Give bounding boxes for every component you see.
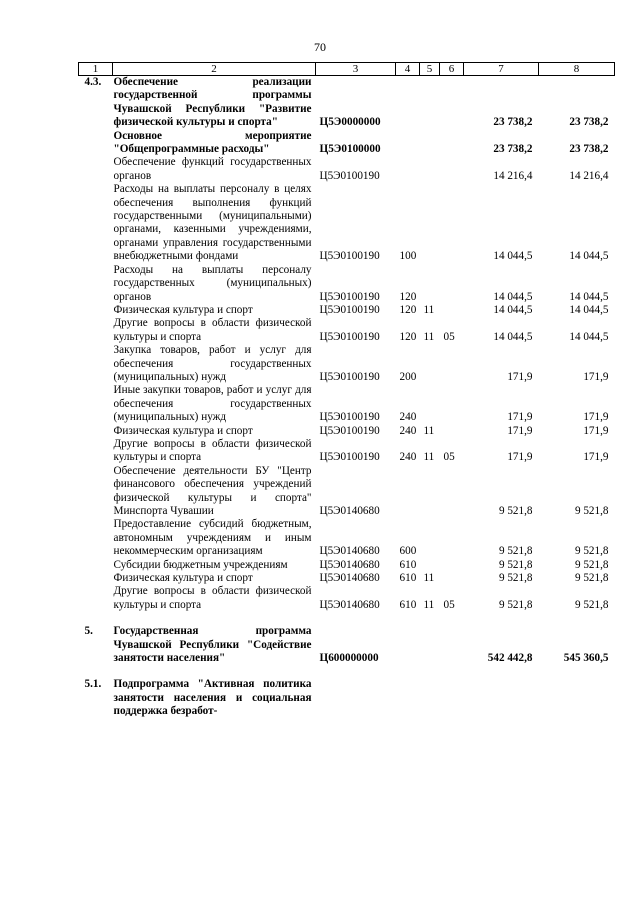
amount-year-1: 171,9 xyxy=(507,411,533,424)
section-code: 11 xyxy=(423,424,435,437)
target-article-code: Ц5Э0100190 xyxy=(319,451,380,464)
table-row xyxy=(79,438,615,465)
amount-year-2: 171,9 xyxy=(583,370,609,383)
table-row xyxy=(79,317,615,344)
row-number xyxy=(79,572,113,585)
expense-type-code: 120 xyxy=(399,303,417,316)
section-code xyxy=(420,344,440,384)
expense-type-code: 120 xyxy=(399,290,417,303)
amount-year-2: 545 360,5 xyxy=(563,652,609,665)
row-name: Основное мероприятие "Общепрограммные расходы" xyxy=(113,129,312,156)
expense-type-code: 610 xyxy=(399,598,417,611)
column-header-8: 8 xyxy=(539,63,615,76)
section-code: 11 xyxy=(423,330,435,343)
subsection-code xyxy=(440,572,464,585)
page-number: 70 xyxy=(314,40,326,54)
amount-year-2: 14 044,5 xyxy=(569,290,609,303)
table-row xyxy=(79,559,615,572)
expense-type-code: 610 xyxy=(399,558,417,571)
table-row xyxy=(79,156,615,183)
row-name: Другие вопросы в области физической культуры и спорта xyxy=(113,317,312,343)
expense-type-code: 240 xyxy=(399,451,417,464)
table-row xyxy=(79,518,615,558)
section-code: 11 xyxy=(423,451,435,464)
amount-year-2: 9 521,8 xyxy=(574,558,609,571)
amount-year-1: 9 521,8 xyxy=(498,598,533,611)
row-number xyxy=(79,344,113,384)
subsection-code xyxy=(440,425,464,438)
amount-year-2: 14 044,5 xyxy=(569,250,609,263)
table-row xyxy=(79,183,615,263)
row-number: 4.3. xyxy=(84,76,102,88)
row-name: Субсидии бюджетным учреждениям xyxy=(113,558,288,571)
target-article-code: Ц5Э0100190 xyxy=(319,169,380,182)
row-number xyxy=(79,130,113,157)
amount-year-2: 171,9 xyxy=(583,451,609,464)
expense-type-code: 600 xyxy=(399,545,417,558)
subsection-code: 05 xyxy=(443,598,455,611)
subsection-code xyxy=(440,559,464,572)
amount-year-1: 23 738,2 xyxy=(493,143,533,156)
target-article-code: Ц5Э0140680 xyxy=(319,558,380,571)
table-row xyxy=(79,585,615,612)
table-row xyxy=(79,384,615,424)
table-row xyxy=(79,625,615,665)
expense-type-code: 200 xyxy=(399,370,417,383)
expense-type-code xyxy=(396,678,420,718)
table-row xyxy=(79,465,615,519)
section-code: 11 xyxy=(423,572,435,585)
table-row xyxy=(79,678,615,718)
row-name: Расходы на выплаты персоналу государственных (муниципальных) органов xyxy=(113,263,312,303)
subsection-code xyxy=(440,625,464,665)
target-article-code xyxy=(316,678,396,718)
row-number xyxy=(79,304,113,317)
subsection-code xyxy=(440,304,464,317)
expense-type-code xyxy=(396,76,420,130)
budget-table xyxy=(78,62,615,719)
section-code: 11 xyxy=(423,598,435,611)
expense-type-code xyxy=(396,625,420,665)
row-name: Обеспечение реализации государственной программы Чувашской Республики "Развитие физической культуры и спорта" xyxy=(113,76,312,129)
subsection-code xyxy=(440,678,464,718)
amount-year-1 xyxy=(464,678,539,718)
amount-year-2: 23 738,2 xyxy=(569,143,609,156)
subsection-code xyxy=(440,156,464,183)
subsection-code xyxy=(440,183,464,263)
row-name: Другие вопросы в области физической культуры и спорта xyxy=(113,585,312,611)
target-article-code: Ц5Э0100190 xyxy=(319,330,380,343)
subsection-code xyxy=(440,130,464,157)
row-number: 5. xyxy=(84,625,93,638)
section-code xyxy=(420,183,440,263)
row-name: Иные закупки товаров, работ и услуг для обеспечения государственных (муниципальных) нужд xyxy=(113,384,312,424)
header-row xyxy=(79,63,615,76)
expense-type-code: 240 xyxy=(399,424,417,437)
column-header-2: 2 xyxy=(113,63,316,76)
row-number xyxy=(79,183,113,263)
subsection-code xyxy=(440,264,464,304)
amount-year-1: 9 521,8 xyxy=(498,572,533,585)
target-article-code: Ц5Э0100000 xyxy=(319,143,381,156)
row-number xyxy=(79,585,113,612)
target-article-code: Ц5Э0000000 xyxy=(319,116,381,129)
amount-year-1: 171,9 xyxy=(507,424,533,437)
amount-year-2: 171,9 xyxy=(583,411,609,424)
row-name: Предоставление субсидий бюджетным, автономным учреждениям и иным некоммерческим организациям xyxy=(113,518,312,558)
row-number xyxy=(79,559,113,572)
amount-year-1: 14 216,4 xyxy=(493,169,533,182)
table-row xyxy=(79,572,615,585)
row-name: Расходы на выплаты персоналу в целях обеспечения выполнения функций государственными (муниципальными) органами, казенными учреждениями, органами управления государственными внебюджетными фондами xyxy=(113,183,312,263)
column-header-3: 3 xyxy=(316,63,396,76)
row-name: Физическая культура и спорт xyxy=(113,303,253,316)
section-code xyxy=(420,264,440,304)
amount-year-2: 23 738,2 xyxy=(569,116,609,129)
expense-type-code: 240 xyxy=(399,411,417,424)
amount-year-1: 171,9 xyxy=(507,370,533,383)
expense-type-code: 610 xyxy=(399,572,417,585)
table-row xyxy=(79,425,615,438)
row-number xyxy=(79,264,113,304)
table-row xyxy=(79,130,615,157)
expense-type-code xyxy=(396,130,420,157)
amount-year-1: 9 521,8 xyxy=(498,505,533,517)
amount-year-2: 14 216,4 xyxy=(569,169,609,182)
amount-year-2: 9 521,8 xyxy=(574,598,609,611)
amount-year-1: 14 044,5 xyxy=(493,250,533,263)
column-header-1: 1 xyxy=(79,63,113,76)
target-article-code: Ц5Э0100190 xyxy=(319,290,380,303)
section-code xyxy=(420,625,440,665)
amount-year-1: 14 044,5 xyxy=(493,330,533,343)
target-article-code: Ц600000000 xyxy=(319,652,379,665)
amount-year-2: 9 521,8 xyxy=(574,545,609,558)
amount-year-2 xyxy=(539,678,615,718)
spacer-cell xyxy=(79,665,615,678)
subsection-code xyxy=(440,76,464,130)
subsection-code xyxy=(440,384,464,424)
row-name: Обеспечение деятельности БУ "Центр финансового обеспечения учреждений физической культуры и спорта" Минспорта Чувашии xyxy=(113,464,312,517)
amount-year-1: 23 738,2 xyxy=(493,116,533,129)
row-name: Физическая культура и спорт xyxy=(113,424,253,437)
amount-year-1: 542 442,8 xyxy=(487,652,533,665)
amount-year-2: 9 521,8 xyxy=(574,505,609,517)
section-code xyxy=(420,76,440,130)
subsection-code xyxy=(440,518,464,558)
row-name: Обеспечение функций государственных органов xyxy=(113,156,312,182)
target-article-code: Ц5Э0100190 xyxy=(319,303,380,316)
row-number xyxy=(79,438,113,465)
section-code xyxy=(420,156,440,183)
expense-type-code: 120 xyxy=(399,330,417,343)
row-number xyxy=(79,518,113,558)
row-number: 5.1. xyxy=(84,678,102,691)
row-number xyxy=(79,156,113,183)
row-name: Физическая культура и спорт xyxy=(113,572,253,585)
target-article-code: Ц5Э0100190 xyxy=(319,411,380,424)
target-article-code: Ц5Э0100190 xyxy=(319,424,380,437)
target-article-code: Ц5Э0140680 xyxy=(319,505,380,517)
row-number xyxy=(79,465,113,519)
subsection-code xyxy=(440,344,464,384)
target-article-code: Ц5Э0100190 xyxy=(319,370,380,383)
row-name: Подпрограмма "Активная политика занятости населения и социальная поддержка безработ- xyxy=(113,678,312,718)
spacer-row xyxy=(79,612,615,625)
section-code xyxy=(420,384,440,424)
row-number xyxy=(79,317,113,344)
expense-type-code xyxy=(396,465,420,519)
amount-year-1: 9 521,8 xyxy=(498,545,533,558)
subsection-code: 05 xyxy=(443,330,455,343)
table-row xyxy=(79,344,615,384)
section-code: 11 xyxy=(423,303,435,316)
section-code xyxy=(420,130,440,157)
target-article-code: Ц5Э0100190 xyxy=(319,250,380,263)
amount-year-1: 171,9 xyxy=(507,451,533,464)
table-row xyxy=(79,264,615,304)
table-row xyxy=(79,76,615,130)
row-number xyxy=(79,425,113,438)
expense-type-code xyxy=(396,156,420,183)
row-name: Государственная программа Чувашской Республики "Содействие занятости населения" xyxy=(113,625,312,665)
table-body xyxy=(79,76,615,719)
target-article-code: Ц5Э0140680 xyxy=(319,545,380,558)
column-header-5: 5 xyxy=(420,63,440,76)
section-code xyxy=(420,465,440,519)
table-row xyxy=(79,304,615,317)
section-code xyxy=(420,559,440,572)
row-name: Закупка товаров, работ и услуг для обеспечения государственных (муниципальных) нужд xyxy=(113,344,312,383)
spacer-row xyxy=(79,665,615,678)
section-code xyxy=(420,678,440,718)
spacer-cell xyxy=(79,612,615,625)
amount-year-2: 9 521,8 xyxy=(574,572,609,585)
target-article-code: Ц5Э0140680 xyxy=(319,572,380,585)
column-header-6: 6 xyxy=(440,63,464,76)
column-header-4: 4 xyxy=(396,63,420,76)
column-header-7: 7 xyxy=(464,63,539,76)
table-header xyxy=(79,63,615,76)
section-code xyxy=(420,518,440,558)
amount-year-1: 14 044,5 xyxy=(493,303,533,316)
target-article-code: Ц5Э0140680 xyxy=(319,598,380,611)
row-name: Другие вопросы в области физической культуры и спорта xyxy=(113,437,312,464)
amount-year-2: 171,9 xyxy=(583,424,609,437)
amount-year-2: 14 044,5 xyxy=(569,303,609,316)
row-number xyxy=(79,384,113,424)
amount-year-2: 14 044,5 xyxy=(569,330,609,343)
amount-year-1: 9 521,8 xyxy=(498,558,533,571)
amount-year-1: 14 044,5 xyxy=(493,290,533,303)
expense-type-code: 100 xyxy=(399,250,417,263)
subsection-code xyxy=(440,465,464,519)
subsection-code: 05 xyxy=(443,451,455,464)
